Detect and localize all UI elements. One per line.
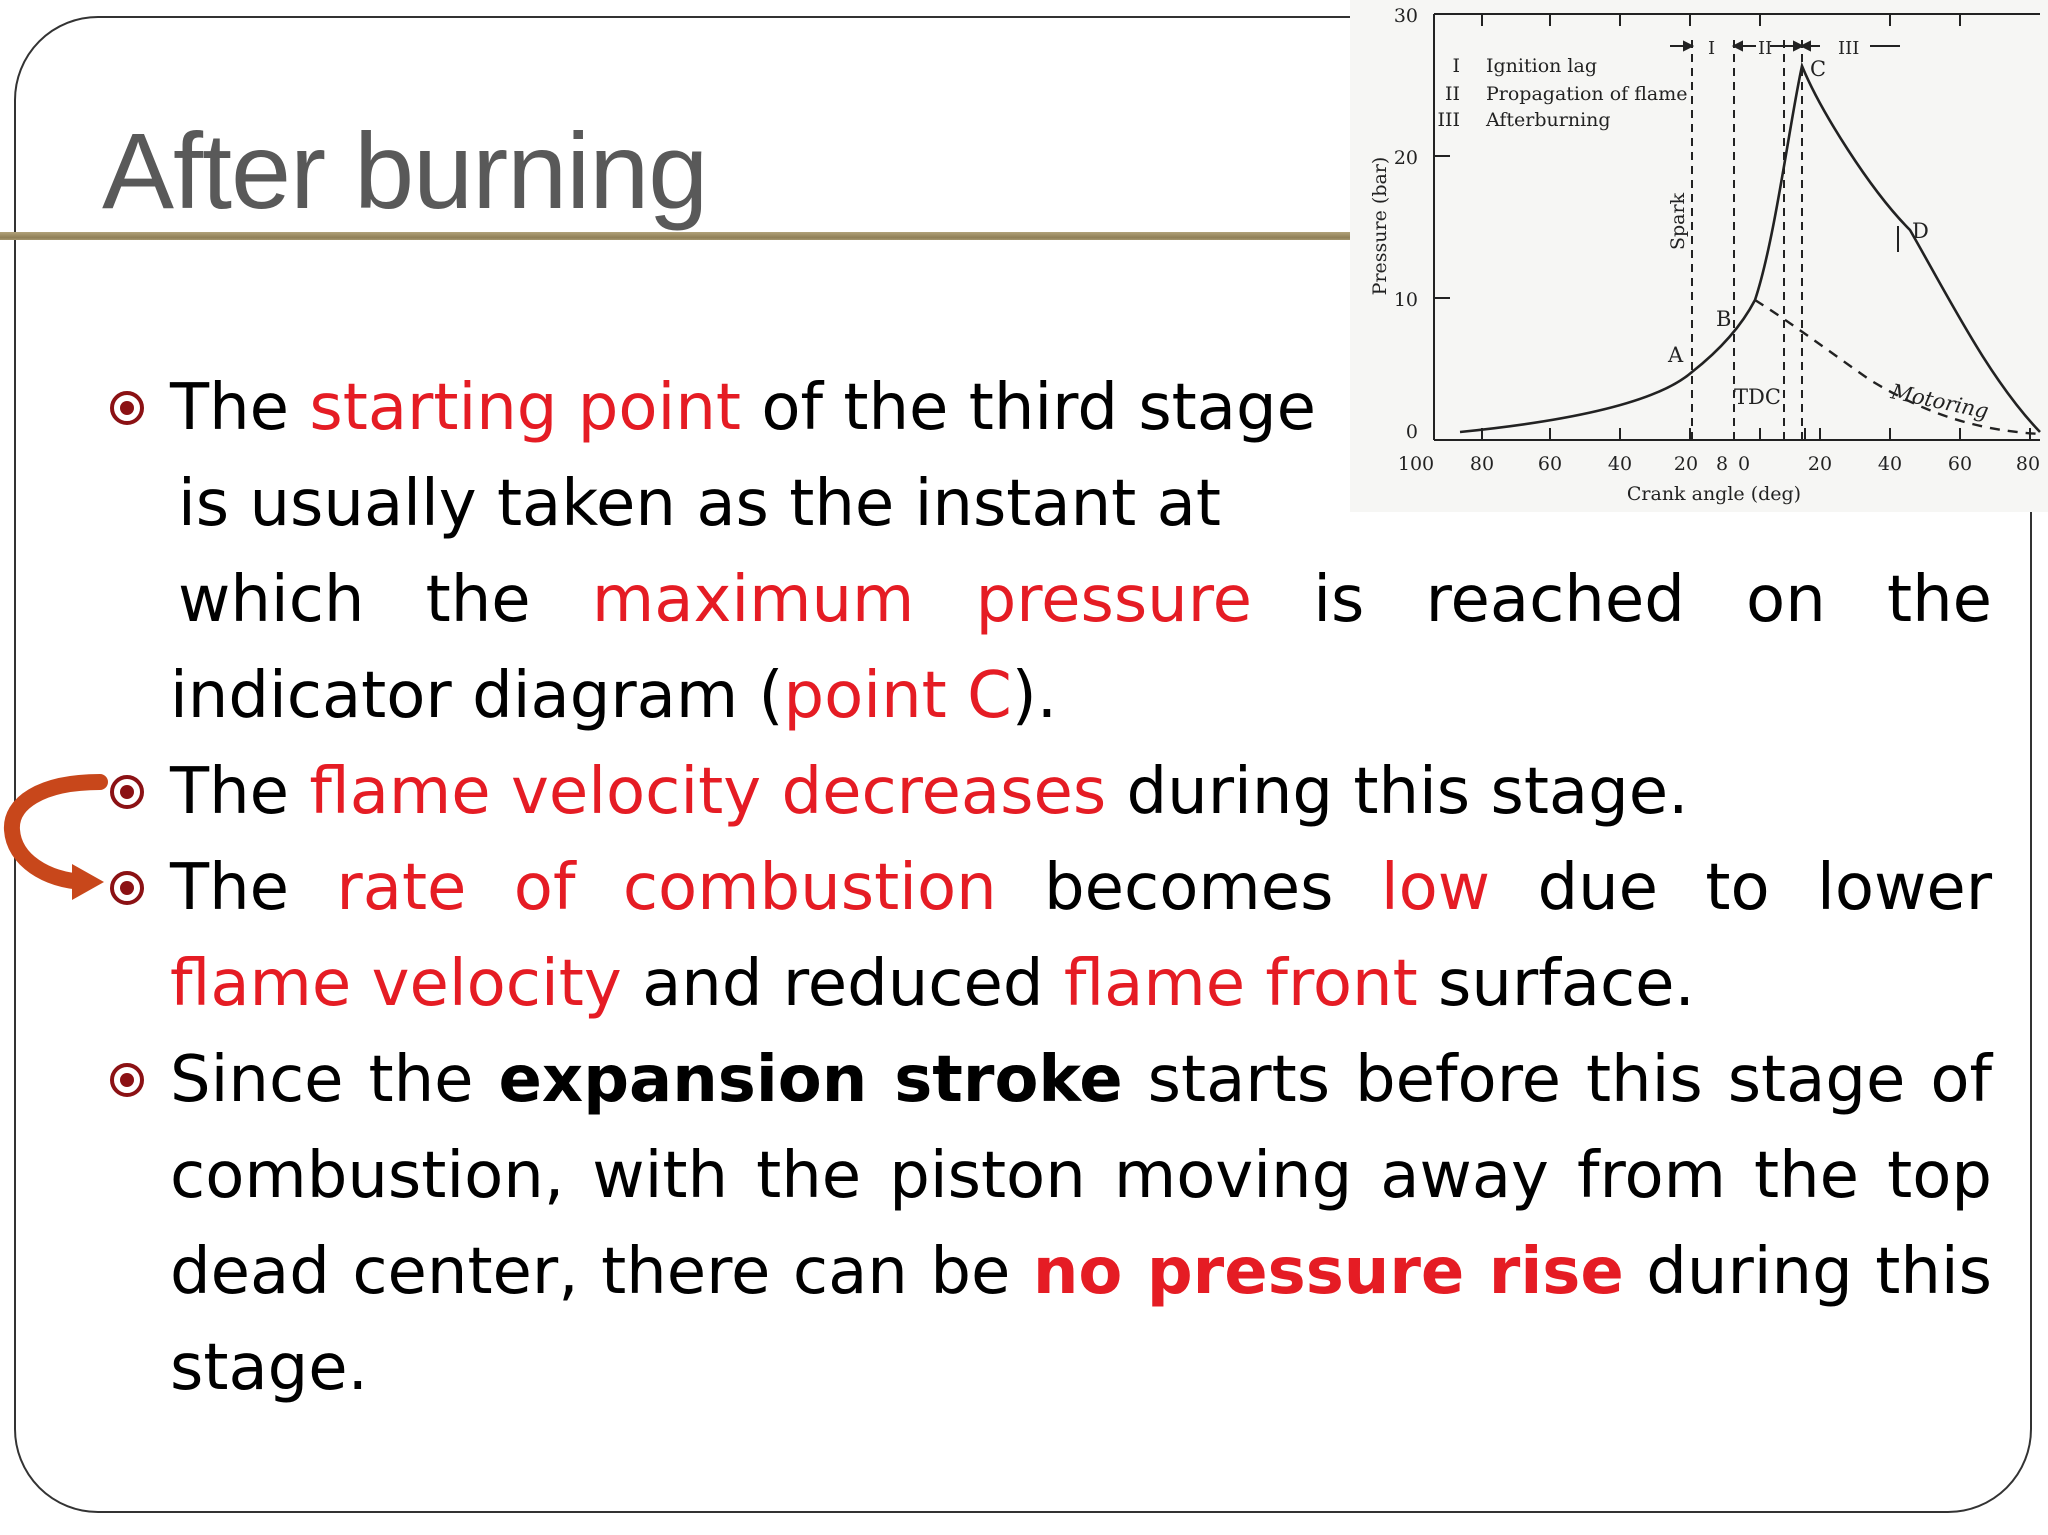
x-tick-20-left: 20 xyxy=(1673,453,1699,475)
y-tick-30: 30 xyxy=(1393,5,1418,27)
curved-arrow-icon xyxy=(0,760,120,910)
bullet-1-line-4: indicator diagram (point C). xyxy=(170,659,1058,733)
legend-ii-text: Propagation of flame xyxy=(1486,83,1688,105)
bullet-1-line-1: The starting point of the third stage xyxy=(170,371,1316,445)
y-tick-10: 10 xyxy=(1393,289,1418,311)
legend-i-numeral: I xyxy=(1452,55,1460,77)
bullet-icon xyxy=(110,871,144,905)
x-tick-60-right: 60 xyxy=(1947,453,1973,475)
stage-i-marker: I xyxy=(1708,38,1716,59)
stage-ii-marker: II xyxy=(1758,38,1773,59)
y-tick-20: 20 xyxy=(1393,147,1418,169)
point-a-label: A xyxy=(1668,343,1684,367)
x-tick-100: 100 xyxy=(1397,453,1435,475)
y-tick-0: 0 xyxy=(1405,421,1418,443)
x-tick-60-left: 60 xyxy=(1537,453,1563,475)
x-axis-label: Crank angle (deg) xyxy=(1626,483,1802,505)
bullet-icon xyxy=(110,1063,144,1097)
legend-iii-text: Afterburning xyxy=(1486,109,1611,131)
x-tick-0: 0 xyxy=(1737,453,1751,475)
bullet-icon xyxy=(110,775,144,809)
x-tick-20-right: 20 xyxy=(1807,453,1833,475)
y-axis-label: Pressure (bar) xyxy=(1369,156,1391,296)
x-tick-80-right: 80 xyxy=(2015,453,2041,475)
point-c-label: C xyxy=(1810,57,1827,81)
title-underline xyxy=(0,232,1360,240)
bullet-3-line-2: flame velocity and reduced flame front surface. xyxy=(170,947,1695,1021)
slide-title: After burning xyxy=(102,110,708,231)
bullet-4-line-4: stage. xyxy=(170,1331,368,1405)
x-tick-80-left: 80 xyxy=(1469,453,1495,475)
bullet-4-line-3: dead center, there can be no pressure rise during this xyxy=(170,1235,1993,1309)
slide-body xyxy=(104,360,1992,1416)
bullet-4-line-1: Since the expansion stroke starts before this stage of xyxy=(170,1043,1993,1117)
point-d-label: D xyxy=(1912,219,1929,243)
legend-ii-numeral: II xyxy=(1444,83,1460,105)
bullet-1-line-3: which the maximum pressure is reached on the xyxy=(178,563,1993,637)
x-tick-40-left: 40 xyxy=(1607,453,1633,475)
x-tick-40-right: 40 xyxy=(1877,453,1903,475)
bullet-flame-velocity xyxy=(104,744,1992,840)
x-tick-8: 8 xyxy=(1715,453,1729,475)
bullet-1-line-2: is usually taken as the instant at xyxy=(178,467,1221,541)
bullet-starting-point xyxy=(104,360,1992,744)
stage-iii-marker: III xyxy=(1838,38,1860,59)
legend-i-text: Ignition lag xyxy=(1486,55,1597,77)
bullet-3-line-1: The rate of combustion becomes low due to lower xyxy=(170,851,1992,925)
spark-label: Spark xyxy=(1667,192,1689,250)
tdc-label: TDC xyxy=(1734,385,1781,409)
motoring-label: Motoring xyxy=(1888,379,1991,424)
bullet-2-line-1: The flame velocity decreases during this stage. xyxy=(170,755,1689,829)
bullet-rate-of-combustion xyxy=(104,840,1992,1032)
legend-iii-numeral: III xyxy=(1437,109,1460,131)
point-b-label: B xyxy=(1716,307,1732,331)
bullet-icon xyxy=(110,391,144,425)
bullet-4-line-2: combustion, with the piston moving away from the top xyxy=(170,1139,1992,1213)
bullet-expansion-stroke xyxy=(104,1032,1992,1416)
